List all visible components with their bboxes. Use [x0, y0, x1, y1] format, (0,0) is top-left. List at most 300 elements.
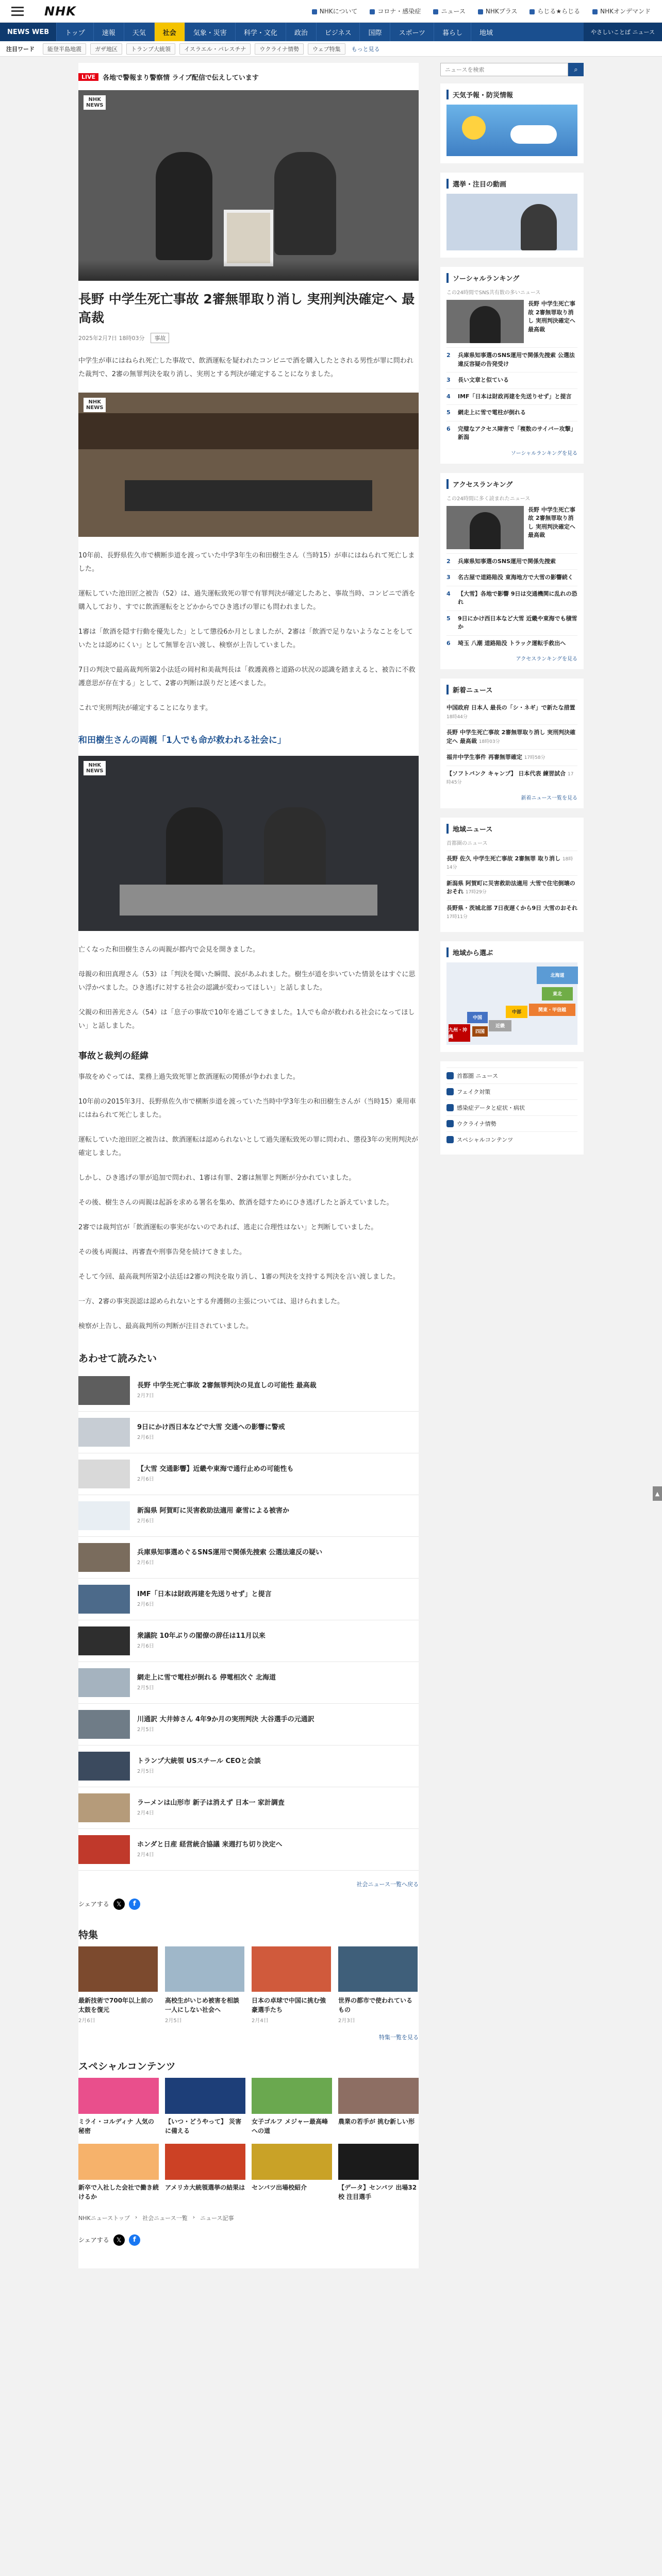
news-time: 18時03分: [478, 739, 500, 744]
trending-chip[interactable]: トランプ大統領: [126, 43, 175, 55]
hamburger-menu-icon[interactable]: [11, 7, 24, 16]
breadcrumb-item: ニュース記事: [200, 2214, 234, 2222]
news-time: 17時45分: [446, 771, 574, 785]
link-label: 首都圏 ニュース: [457, 1072, 498, 1079]
share-row-bottom: [78, 2234, 419, 2246]
rank-number: 2: [446, 557, 451, 565]
breadcrumb-separator: ›: [192, 2213, 195, 2221]
article-paragraph: 10年前の2015年3月、長野県佐久市で横断歩道を渡っていた当時中学3年生の和田樹生さんが（当時15）乗用車にはねられて死亡しました。: [78, 1097, 416, 1119]
region-kanto[interactable]: 関東・甲信越: [529, 1004, 575, 1016]
list-item[interactable]: [78, 1370, 419, 1412]
features-grid: [78, 1946, 419, 2024]
thumbnail: [165, 2144, 245, 2180]
list-item[interactable]: [78, 1620, 419, 1662]
trending-label: 注目ワード: [6, 45, 35, 53]
special-card[interactable]: [165, 2144, 245, 2201]
special-title: ミライ・コルディナ 人気の秘密: [78, 2117, 154, 2134]
thumbnail: [338, 1946, 418, 1992]
rank-title: 9日にかけ西日本など大雪 近畿や東海でも積雪か: [458, 615, 577, 630]
rank-title: 網走上に雪で電柱が倒れる: [458, 409, 526, 416]
side-heading: 地域から選ぶ: [446, 947, 577, 957]
sidebar: [440, 63, 584, 2268]
related-date: 2月7日: [137, 1393, 154, 1399]
rank-number: 3: [446, 377, 451, 383]
related-title: 【大雪 交通影響】近畿や東海で通行止めの可能性も: [137, 1465, 294, 1473]
feature-title: 世界の都市で使われているもの: [338, 1996, 413, 2013]
feature-title: 日本の卓球で中国に挑む強豪選手たち: [252, 1996, 326, 2013]
article-paragraph: 検察が上告し、最高裁判所の判断が注目されていました。: [78, 1322, 253, 1330]
region-chugoku[interactable]: 中国: [467, 1012, 488, 1023]
x-share-icon[interactable]: 𝕏: [113, 1899, 125, 1910]
article-column: [78, 63, 419, 2268]
related-heading: あわせて読みたい: [78, 1352, 157, 1364]
region-tohoku[interactable]: 東北: [542, 987, 573, 1001]
link-icon: [446, 1088, 454, 1095]
side-link[interactable]: [446, 1099, 577, 1115]
related-date: 2月6日: [137, 1560, 154, 1566]
thumbnail: [446, 506, 524, 549]
share-row: [78, 1899, 419, 1910]
news-title: 福井中学生事件 再審無罪確定: [446, 754, 522, 760]
news-time: 17時29分: [465, 890, 487, 895]
trending-chip[interactable]: ガザ地区: [90, 43, 122, 55]
nav-item-local[interactable]: 地域: [471, 23, 501, 41]
region-map-box: [440, 941, 584, 1052]
news-item[interactable]: [446, 875, 577, 900]
thumbnail: [78, 1835, 130, 1864]
feature-card[interactable]: [338, 1946, 418, 2024]
thumbnail: [78, 2144, 159, 2180]
easy-japanese-button[interactable]: やさしいことば ニュース: [584, 23, 662, 41]
article-paragraph: その後、樹生さんの両親は起訴を求める署名を集め、飲酒を隠すためにひき逃げしたと訴えていました。: [78, 1198, 393, 1207]
related-title: 網走上に雪で電柱が倒れる 停電相次ぐ 北海道: [137, 1674, 276, 1682]
rank-number: 2: [446, 352, 451, 359]
link-icon: [446, 1072, 454, 1079]
rank-item[interactable]: [446, 388, 577, 405]
nav-item-sports[interactable]: スポーツ: [390, 23, 433, 41]
related-title: 川通訳 大井姉さん 4年9か月の実刑判決 大谷選手の元通訳: [137, 1716, 315, 1724]
news-item[interactable]: [446, 900, 577, 925]
link-label: フェイク対策: [457, 1088, 491, 1095]
list-item[interactable]: [78, 1829, 419, 1871]
feature-card[interactable]: [252, 1946, 331, 2024]
nhk-news-badge: NHK NEWS: [84, 398, 106, 412]
related-title: ホンダと日産 経営統合協議 来週打ち切り決定へ: [137, 1841, 283, 1849]
article-paragraph: 2審では裁判官が「飲酒運転の事実がないのであれば、逃走に合理性はない」と判断していました。: [78, 1223, 378, 1231]
region-shikoku[interactable]: 四国: [472, 1026, 488, 1037]
side-heading: 地域ニュース: [446, 824, 577, 834]
thumbnail: [252, 2144, 332, 2180]
live-banner[interactable]: [78, 72, 419, 90]
region-chubu[interactable]: 中部: [506, 1006, 527, 1018]
trending-more-link[interactable]: もっと見る: [351, 45, 380, 53]
news-item[interactable]: [446, 851, 577, 875]
related-title: 衆議院 10年ぶりの閣僚の辞任は11月以来: [137, 1632, 266, 1640]
region-map: [446, 962, 577, 1045]
thumbnail: [338, 2078, 419, 2114]
rank-number: 5: [446, 409, 451, 416]
rank-number: 6: [446, 425, 451, 432]
related-date: 2月6日: [137, 1518, 154, 1524]
breadcrumb-item[interactable]: 社会ニュース一覧: [142, 2214, 188, 2222]
trending-chip[interactable]: 能登半島地震: [43, 43, 86, 55]
side-link[interactable]: [446, 1131, 577, 1147]
top-link-news[interactable]: ニュース: [433, 7, 465, 15]
court-bench: [78, 413, 419, 449]
related-title: 新潟県 阿賀町に災害救助法適用 豪雪による被害か: [137, 1507, 290, 1515]
special-title: 新卒で入社した会社で働き続けるか: [78, 2183, 159, 2200]
link-label: ウクライナ情勢: [457, 1120, 496, 1127]
special-card[interactable]: [338, 2144, 419, 2201]
rank-title: 長野 中学生死亡事故 2審無罪取り消し 実刑判決確定へ 最高裁: [528, 506, 575, 538]
breadcrumb-item[interactable]: NHKニューストップ: [78, 2214, 130, 2222]
special-grid: [78, 2078, 419, 2201]
article-meta: [78, 333, 419, 343]
access-ranking-more-link[interactable]: アクセスランキングを見る: [516, 656, 577, 662]
article-paragraph: 母親の和田真理さん（53）は「判決を聞いた瞬間、涙があふれました。樹生が道を歩いていた情景をはすぐに思い浮かべました。ひき逃げに対する社会の認識が変わってほしい」と話しました。: [78, 970, 416, 992]
article-paragraph: 運転していた池田匠之被告は、飲酒運転は認められないとして過失運転致死の罪に問われ、懲役3年の実刑判決が確定しました。: [78, 1136, 419, 1157]
related-date: 2月4日: [137, 1810, 154, 1816]
search-bar: [440, 63, 584, 76]
special-card[interactable]: [252, 2144, 332, 2201]
special-title: センバツ出場校紹介: [252, 2183, 307, 2191]
special-title: 女子ゴルフ メジャー最高峰への道: [252, 2117, 328, 2134]
related-title: 兵庫県知事選めぐるSNS運用で関係先捜索 公選法違反の疑い: [137, 1549, 323, 1557]
nav-item-politics[interactable]: 政治: [286, 23, 316, 41]
conference-table: [120, 885, 377, 916]
article-paragraph: 一方、2審の事実誤認は認められないとする弁護側の主張については、退けられました。: [78, 1297, 344, 1306]
side-link[interactable]: [446, 1115, 577, 1131]
article-paragraph: 亡くなった和田樹生さんの両親が都内で会見を開きました。: [78, 945, 260, 954]
side-heading: 選挙・注目の動画: [446, 179, 577, 189]
article-paragraph: 10年前、長野県佐久市で横断歩道を渡っていた中学3年生の和田樹生さん（当時15）が車にはねられて死亡しました。: [78, 551, 415, 573]
news-title: 【ソフトバンク キャンプ】 日本代表 練習試合: [446, 770, 566, 777]
nav-item-business[interactable]: ビジネス: [316, 23, 360, 41]
top-link-plus[interactable]: NHKプラス: [478, 7, 518, 15]
list-item[interactable]: [78, 1704, 419, 1745]
local-tab[interactable]: 首都圏のニュース: [446, 840, 488, 846]
feature-date: 2月4日: [252, 2018, 269, 2024]
feature-date: 2月3日: [338, 2018, 355, 2024]
special-title: 【データ】センバツ 出場32校 注目選手: [338, 2183, 417, 2200]
thumbnail: [78, 1668, 130, 1697]
news-item[interactable]: [446, 700, 577, 724]
facebook-share-icon[interactable]: f: [129, 2234, 140, 2246]
nav-item-breaking[interactable]: 速報: [93, 23, 124, 41]
facebook-share-icon[interactable]: f: [129, 1899, 140, 1910]
portrait-frame: [224, 210, 273, 266]
related-date: 2月6日: [137, 1476, 154, 1482]
latest-news-more-link[interactable]: 新着ニュース一覧を見る: [521, 795, 577, 801]
list-item[interactable]: [78, 1537, 419, 1579]
rank-item[interactable]: [446, 553, 577, 570]
special-title: 【いつ・どうやって】 災害に備える: [165, 2117, 242, 2134]
article-paragraph: その後も両親は、再審査や刑事告発を続けてきました。: [78, 1248, 246, 1256]
article-paragraph: 運転していた池田匠之被告（52）は、過失運転致死の罪で有罪判決が確定したあと、事故当時、コンビニで酒を購入しており、すでに飲酒運転をとどかからでひき逃げの罪にも問われました。: [78, 589, 416, 611]
news-title: 長野 佐久 中学生死亡事故 2審無罪 取り消し: [446, 855, 560, 862]
person-figure: [470, 306, 501, 343]
related-date: 2月6日: [137, 1643, 154, 1649]
rank-number: 6: [446, 639, 451, 647]
thumbnail: [78, 2078, 159, 2114]
list-item[interactable]: [78, 1579, 419, 1620]
person-figure: [521, 204, 557, 250]
rank-item[interactable]: [446, 586, 577, 611]
news-item[interactable]: [446, 724, 577, 749]
nhk-news-badge: NHK NEWS: [84, 95, 106, 110]
side-link[interactable]: [446, 1083, 577, 1099]
nav-item-society[interactable]: 社会: [154, 23, 185, 41]
side-heading: ソーシャルランキング: [446, 273, 577, 283]
search-button[interactable]: [568, 63, 584, 76]
related-list: [78, 1370, 419, 1871]
top-link-about[interactable]: NHKについて: [312, 7, 358, 15]
thumbnail: [78, 1418, 130, 1447]
feature-title: 最新技術で700年以上前の太鼓を復元: [78, 1996, 154, 2013]
lead-photo: [78, 90, 419, 281]
rank-top-item[interactable]: [446, 300, 577, 343]
thumbnail: [78, 1626, 130, 1655]
top-link-corona[interactable]: コロナ・感染症: [370, 7, 421, 15]
person-figure: [470, 512, 501, 549]
rank-title: IMF「日本は財政再建を先送りせず」と提言: [458, 393, 572, 400]
share-label: シェアする: [78, 1901, 109, 1908]
society-news-more-link[interactable]: 社会ニュース一覧へ戻る: [356, 1880, 419, 1888]
special-card[interactable]: [252, 2078, 332, 2136]
feature-title: 高校生がいじめ被害を相談 一人にしない社会へ: [165, 1996, 240, 2013]
rank-number: 4: [446, 590, 451, 597]
rank-item[interactable]: [446, 635, 577, 652]
related-date: 2月6日: [137, 1434, 154, 1440]
news-item[interactable]: [446, 766, 577, 790]
press-conference-photo: [78, 756, 419, 931]
search-icon: ⌕: [574, 65, 578, 73]
related-date: 2月5日: [137, 1768, 154, 1774]
video-thumbnail: [446, 194, 577, 250]
related-date: 2月4日: [137, 1852, 154, 1858]
chevron-up-icon: ▲: [655, 1490, 660, 1497]
article-body: [78, 354, 419, 1333]
rank-number: 5: [446, 615, 451, 622]
video-box[interactable]: [440, 173, 584, 258]
live-banner-text: 各地で警報まり警察情 ライブ配信で伝えしています: [103, 74, 259, 82]
rank-item[interactable]: [446, 569, 577, 586]
access-ranking: [440, 473, 584, 670]
related-title: 長野 中学生死亡事故 2審無罪判決の見直しの可能性 最高裁: [137, 1382, 317, 1390]
page-body: [78, 57, 584, 2268]
rank-item[interactable]: [446, 347, 577, 372]
special-card[interactable]: [78, 2078, 159, 2136]
rank-number: 3: [446, 574, 451, 581]
nav-item-top[interactable]: トップ: [56, 23, 93, 41]
special-heading: スペシャルコンテンツ: [78, 2060, 176, 2072]
rank-title: 完璧なアクセス障害で「複数のサイバー攻撃」新潟: [458, 425, 576, 440]
breadcrumb-separator: ›: [135, 2213, 138, 2221]
top-link-ondemand[interactable]: NHKオンデマンド: [592, 7, 651, 15]
rank-item[interactable]: [446, 404, 577, 421]
cloud-icon: [510, 125, 557, 144]
list-item[interactable]: [78, 1412, 419, 1453]
special-card[interactable]: [165, 2078, 245, 2136]
side-subtitle: この24時間に多く読まれたニュース: [446, 496, 531, 502]
region-kyushu[interactable]: 九州・沖縄: [449, 1024, 470, 1042]
nav-item-science[interactable]: 科学・文化: [235, 23, 286, 41]
special-card[interactable]: [78, 2144, 159, 2201]
list-item[interactable]: [78, 1662, 419, 1704]
news-time: 17時11分: [446, 914, 468, 920]
article-paragraph: しかし、ひき逃げの罪が追加で問われ、1審は有罪、2審は無罪と判断が分かれていました。: [78, 1174, 356, 1182]
top-bar: [0, 0, 662, 23]
thumbnail: [165, 1946, 244, 1992]
rank-item[interactable]: [446, 421, 577, 446]
thumbnail: [78, 1501, 130, 1530]
rank-title: 長野 中学生死亡事故 2審無罪取り消し 実刑判決確定へ 最高裁: [528, 300, 575, 333]
rank-top-item[interactable]: [446, 506, 577, 549]
main-nav: [0, 23, 662, 41]
side-heading: 新着ニュース: [446, 685, 577, 694]
live-tag: LIVE: [78, 73, 98, 81]
article-date: 2025年2月7日 18時03分: [78, 334, 145, 342]
latest-news: [440, 679, 584, 808]
thumbnail: [78, 1376, 130, 1405]
person-figure: [156, 152, 212, 260]
photo-shade: [78, 260, 419, 281]
region-kinki[interactable]: 近畿: [489, 1020, 511, 1031]
special-title: アメリカ大統領選挙の結果は: [165, 2183, 245, 2191]
list-item[interactable]: [78, 1495, 419, 1537]
nhk-news-badge: NHK NEWS: [84, 761, 106, 775]
side-heading: アクセスランキング: [446, 479, 577, 489]
rank-title: 【大雪】各地で影響 9日は交通機関に乱れの恐れ: [458, 590, 577, 605]
rank-title: 長い文章と似ている: [458, 377, 509, 383]
article-paragraph: 事故をめぐっては、業務上過失致死罪と飲酒運転の関係が争われました。: [78, 1073, 300, 1081]
side-subtitle: この24時間でSNS共有数の多いニュース: [446, 290, 541, 296]
thumbnail: [78, 1585, 130, 1614]
thumbnail: [338, 2144, 419, 2180]
breadcrumb: [78, 2214, 419, 2222]
nav-brand[interactable]: NEWS WEB: [0, 23, 56, 41]
news-title: 新潟県 阿賀町に災害救助法適用 大雪で住宅倒壊のおそれ: [446, 879, 575, 895]
news-time: 18時14分: [446, 856, 573, 870]
rank-title: 兵庫県知事選のSNS運用で関係先捜索 公選法違反容疑の告発受け: [458, 352, 575, 367]
link-label: 感染症データと症状・病状: [457, 1104, 525, 1111]
nhk-logo[interactable]: NHK: [44, 4, 76, 19]
thumbnail: [78, 1543, 130, 1572]
thumbnail: [252, 2078, 332, 2114]
special-title: 農業の若手が 挑む新しい形: [338, 2117, 415, 2125]
news-time: 18時44分: [446, 714, 468, 720]
rank-title: 兵庫県知事選のSNS運用で関係先捜索: [458, 557, 556, 565]
nav-item-disaster[interactable]: 気象・災害: [185, 23, 235, 41]
trending-chip[interactable]: ウクライナ情勢: [255, 43, 304, 55]
section-heading: 和田樹生さんの両親「1人でも命が救われる社会に」: [78, 735, 286, 745]
list-item[interactable]: [78, 1453, 419, 1495]
article-category[interactable]: 事故: [151, 333, 169, 343]
link-icon: [446, 1136, 454, 1143]
thumbnail: [165, 2078, 245, 2114]
related-date: 2月5日: [137, 1726, 154, 1733]
news-title: 長野県・茨城北部 7日夜遅くから9日 大雪のおそれ: [446, 904, 577, 911]
sun-icon: [462, 116, 486, 140]
social-ranking-more-link[interactable]: ソーシャルランキングを見る: [510, 450, 577, 456]
courtroom-photo: [78, 393, 419, 537]
side-heading: 天気予報・防災情報: [446, 90, 577, 99]
article-paragraph: これで実刑判決が確定することになります。: [78, 704, 212, 712]
scroll-to-top-button[interactable]: [653, 1486, 662, 1501]
rank-title: 名古屋で道路陥没 東海地方で大雪の影響続く: [458, 574, 573, 581]
article-paragraph: 7日の判決で最高裁判所第2小法廷の岡村和美裁判長は「救護義務と道路の状況の認識を踏まえると、被告に不救護意思が存在する」として、2審の判断は誤りだと述べました。: [78, 666, 416, 687]
list-item[interactable]: [78, 1745, 419, 1787]
court-desk: [125, 480, 372, 511]
rank-item[interactable]: [446, 611, 577, 635]
weather-banner: [446, 105, 577, 156]
related-title: ラーメンは山形市 新子は消えず 日本一 家計調査: [137, 1799, 285, 1807]
feature-card[interactable]: [78, 1946, 158, 2024]
side-link[interactable]: [446, 1067, 577, 1083]
search-input[interactable]: [440, 63, 568, 76]
related-date: 2月6日: [137, 1601, 154, 1607]
nav-item-international[interactable]: 国際: [359, 23, 390, 41]
related-title: 9日にかけ西日本などで大雪 交通への影響に警戒: [137, 1423, 285, 1432]
rank-number: 4: [446, 393, 451, 400]
link-label: スペシャルコンテンツ: [457, 1136, 514, 1143]
special-links: [440, 1061, 584, 1155]
nav-item-weather[interactable]: 天気: [124, 23, 154, 41]
feature-date: 2月6日: [78, 2018, 95, 2024]
news-item[interactable]: [446, 749, 577, 766]
person-figure: [274, 152, 336, 255]
features-heading: 特集: [78, 1929, 98, 1941]
top-links: [312, 7, 651, 15]
related-date: 2月5日: [137, 1685, 154, 1691]
feature-date: 2月5日: [165, 2018, 182, 2024]
thumbnail: [78, 1710, 130, 1739]
x-share-icon[interactable]: 𝕏: [113, 2234, 125, 2246]
article-paragraph: 父親の和田善光さん（54）は「息子の事故で10年を過ごしてきました。1人でも命が救われる社会になってほしい」と話しました。: [78, 1008, 415, 1030]
related-title: トランプ大統領 USスチール CEOと会談: [137, 1757, 261, 1766]
list-item[interactable]: [78, 1787, 419, 1829]
rank-item[interactable]: [446, 372, 577, 388]
article-headline: 長野 中学生死亡事故 2審無罪取り消し 実刑判決確定へ 最高裁: [78, 292, 415, 326]
article-paragraph: 中学生が車にはねられ死亡した事故で、飲酒運転を疑われたコンビニで酒を購入したとされる男性が罪に問われた裁判で、2審の無罪判決を取り消し、実刑とする判決が確定することになりました。: [78, 357, 413, 378]
feature-card[interactable]: [165, 1946, 244, 2024]
thumbnail: [78, 1946, 158, 1992]
news-title: 中国政府 日本人 最長の「シ・ネギ」で新たな措置: [446, 704, 575, 711]
link-icon: [446, 1104, 454, 1111]
related-title: IMF「日本は財政再建を先送りせず」と提言: [137, 1590, 272, 1599]
article-paragraph: 1審は「飲酒を隠す行動を優先した」として懲役6か月としましたが、2審は「飲酒で足りないようなことをしていたとは認めにくい」として無罪を言い渡し、検察が上告していました。: [78, 628, 413, 649]
thumbnail: [78, 1793, 130, 1822]
section-heading: 事故と裁判の経緯: [78, 1050, 148, 1061]
special-card[interactable]: [338, 2078, 419, 2136]
region-hokkaido[interactable]: 北海道: [537, 967, 578, 984]
nav-item-life[interactable]: 暮らし: [434, 23, 471, 41]
trending-chip[interactable]: ウェブ特集: [308, 43, 345, 55]
news-time: 17時58分: [524, 755, 545, 760]
thumbnail: [78, 1460, 130, 1488]
local-news: [440, 818, 584, 932]
thumbnail: [78, 1752, 130, 1781]
thumbnail: [446, 300, 524, 343]
features-more-link[interactable]: 特集一覧を見る: [379, 2033, 419, 2041]
trending-chip[interactable]: イスラエル・パレスチナ: [179, 43, 251, 55]
social-ranking: [440, 267, 584, 464]
news-title: 長野 中学生死亡事故 2審無罪取り消し 実刑判決確定へ 最高裁: [446, 729, 576, 744]
share-label: シェアする: [78, 2236, 109, 2244]
top-link-radio[interactable]: らじる★らじる: [529, 7, 580, 15]
weather-box[interactable]: [440, 83, 584, 163]
rank-title: 埼玉 八潮 道路陥没 トラック運転手救出へ: [458, 639, 566, 647]
